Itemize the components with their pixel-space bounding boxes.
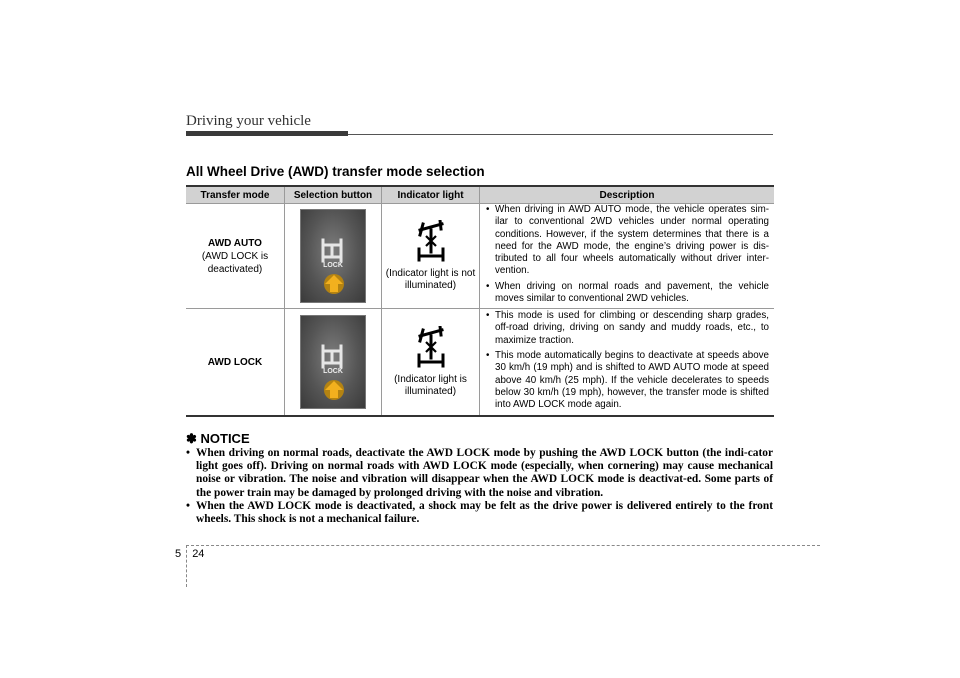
mode-subtitle: (AWD LOCK is deactivated) bbox=[201, 250, 269, 275]
indicator-caption: (Indicator light is not illuminated) bbox=[385, 268, 476, 292]
awd-lock-button-photo bbox=[300, 315, 366, 409]
up-arrow-icon bbox=[301, 210, 365, 302]
selection-button-cell bbox=[285, 204, 382, 309]
section-title: All Wheel Drive (AWD) transfer mode selection bbox=[186, 164, 485, 179]
transfer-mode-table bbox=[186, 185, 774, 417]
footer-divider bbox=[186, 545, 820, 546]
description-list bbox=[486, 310, 769, 411]
button-lock-label: LOCK bbox=[323, 262, 343, 270]
page-number bbox=[175, 548, 212, 560]
mode-name: AWD AUTO bbox=[208, 237, 262, 249]
indicator-caption: (Indicator light is illuminated) bbox=[394, 374, 467, 398]
header-rule bbox=[186, 131, 348, 136]
notice-item: • When the AWD LOCK mode is deactivated, a shock may be felt as the drive power is delivered entirely to the front wheels. This shock is not a mechanical failure. bbox=[186, 500, 773, 526]
transfer-mode-cell bbox=[186, 204, 285, 309]
column-header-indicator-light: Indicator light bbox=[382, 186, 480, 204]
awd-indicator-on-icon bbox=[414, 326, 448, 368]
table-row-awd-lock bbox=[186, 309, 774, 417]
description-list bbox=[486, 204, 769, 305]
description-cell bbox=[480, 204, 775, 309]
table-row-awd-auto bbox=[186, 204, 774, 309]
chapter-number: 5 bbox=[175, 548, 182, 560]
column-header-selection-button: Selection button bbox=[285, 186, 382, 204]
notice-title: ✽ NOTICE bbox=[186, 431, 250, 446]
description-item: • This mode automatically begins to deactivate at speeds above 30 km/h (19 mph) and is shifted to AWD AUTO mode at speed above 40 km/h (25 mph). If the vehicle decelerates to speeds below 30 km/h (19 mph), however, the transfer mode is shifted into AWD LOCK mode again. bbox=[486, 350, 769, 411]
column-header-description: Description bbox=[480, 186, 775, 204]
description-item: • This mode is used for climbing or descending sharp grades, off-road driving, driving on sandy and muddy roads, etc., to maximize traction. bbox=[486, 310, 769, 347]
notice-list bbox=[186, 447, 773, 526]
transfer-mode-cell bbox=[186, 309, 285, 417]
up-arrow-icon bbox=[301, 316, 365, 408]
description-cell bbox=[480, 309, 775, 417]
notice-item: • When driving on normal roads, deactivate the AWD LOCK mode by pushing the AWD LOCK button (the indi-cator light goes off). Driving on normal roads with AWD LOCK mode (especially, when cornering) may cause mechanical noise or vibration. The noise and vibration will disappear when the AWD LOCK mode is deactivat-ed. Some parts of the power train may be damaged by prolonged driving with the noise and vibration. bbox=[186, 447, 773, 500]
awd-indicator-off-icon bbox=[414, 220, 448, 262]
selection-button-cell bbox=[285, 309, 382, 417]
column-header-transfer-mode: Transfer mode bbox=[186, 186, 285, 204]
description-item: • When driving in AWD AUTO mode, the vehicle operates sim-ilar to conventional 2WD vehicles under normal operating conditions. However, if the system determines that there is a need for the AWD mode, the engine’s driving power is dis-tributed to all four wheels automatically without driver inter-vention. bbox=[486, 204, 769, 278]
indicator-light-cell bbox=[382, 309, 480, 417]
mode-name: AWD LOCK bbox=[207, 356, 263, 368]
description-item: • When driving on normal roads and pavement, the vehicle moves similar to conventional 2WD vehicles. bbox=[486, 281, 769, 306]
page-number-value: 24 bbox=[192, 548, 205, 560]
indicator-light-cell bbox=[382, 204, 480, 309]
button-lock-label: LOCK bbox=[323, 368, 343, 376]
awd-lock-button-photo bbox=[300, 209, 366, 303]
page-header-title: Driving your vehicle bbox=[186, 113, 311, 129]
header-rule-line bbox=[348, 134, 773, 135]
